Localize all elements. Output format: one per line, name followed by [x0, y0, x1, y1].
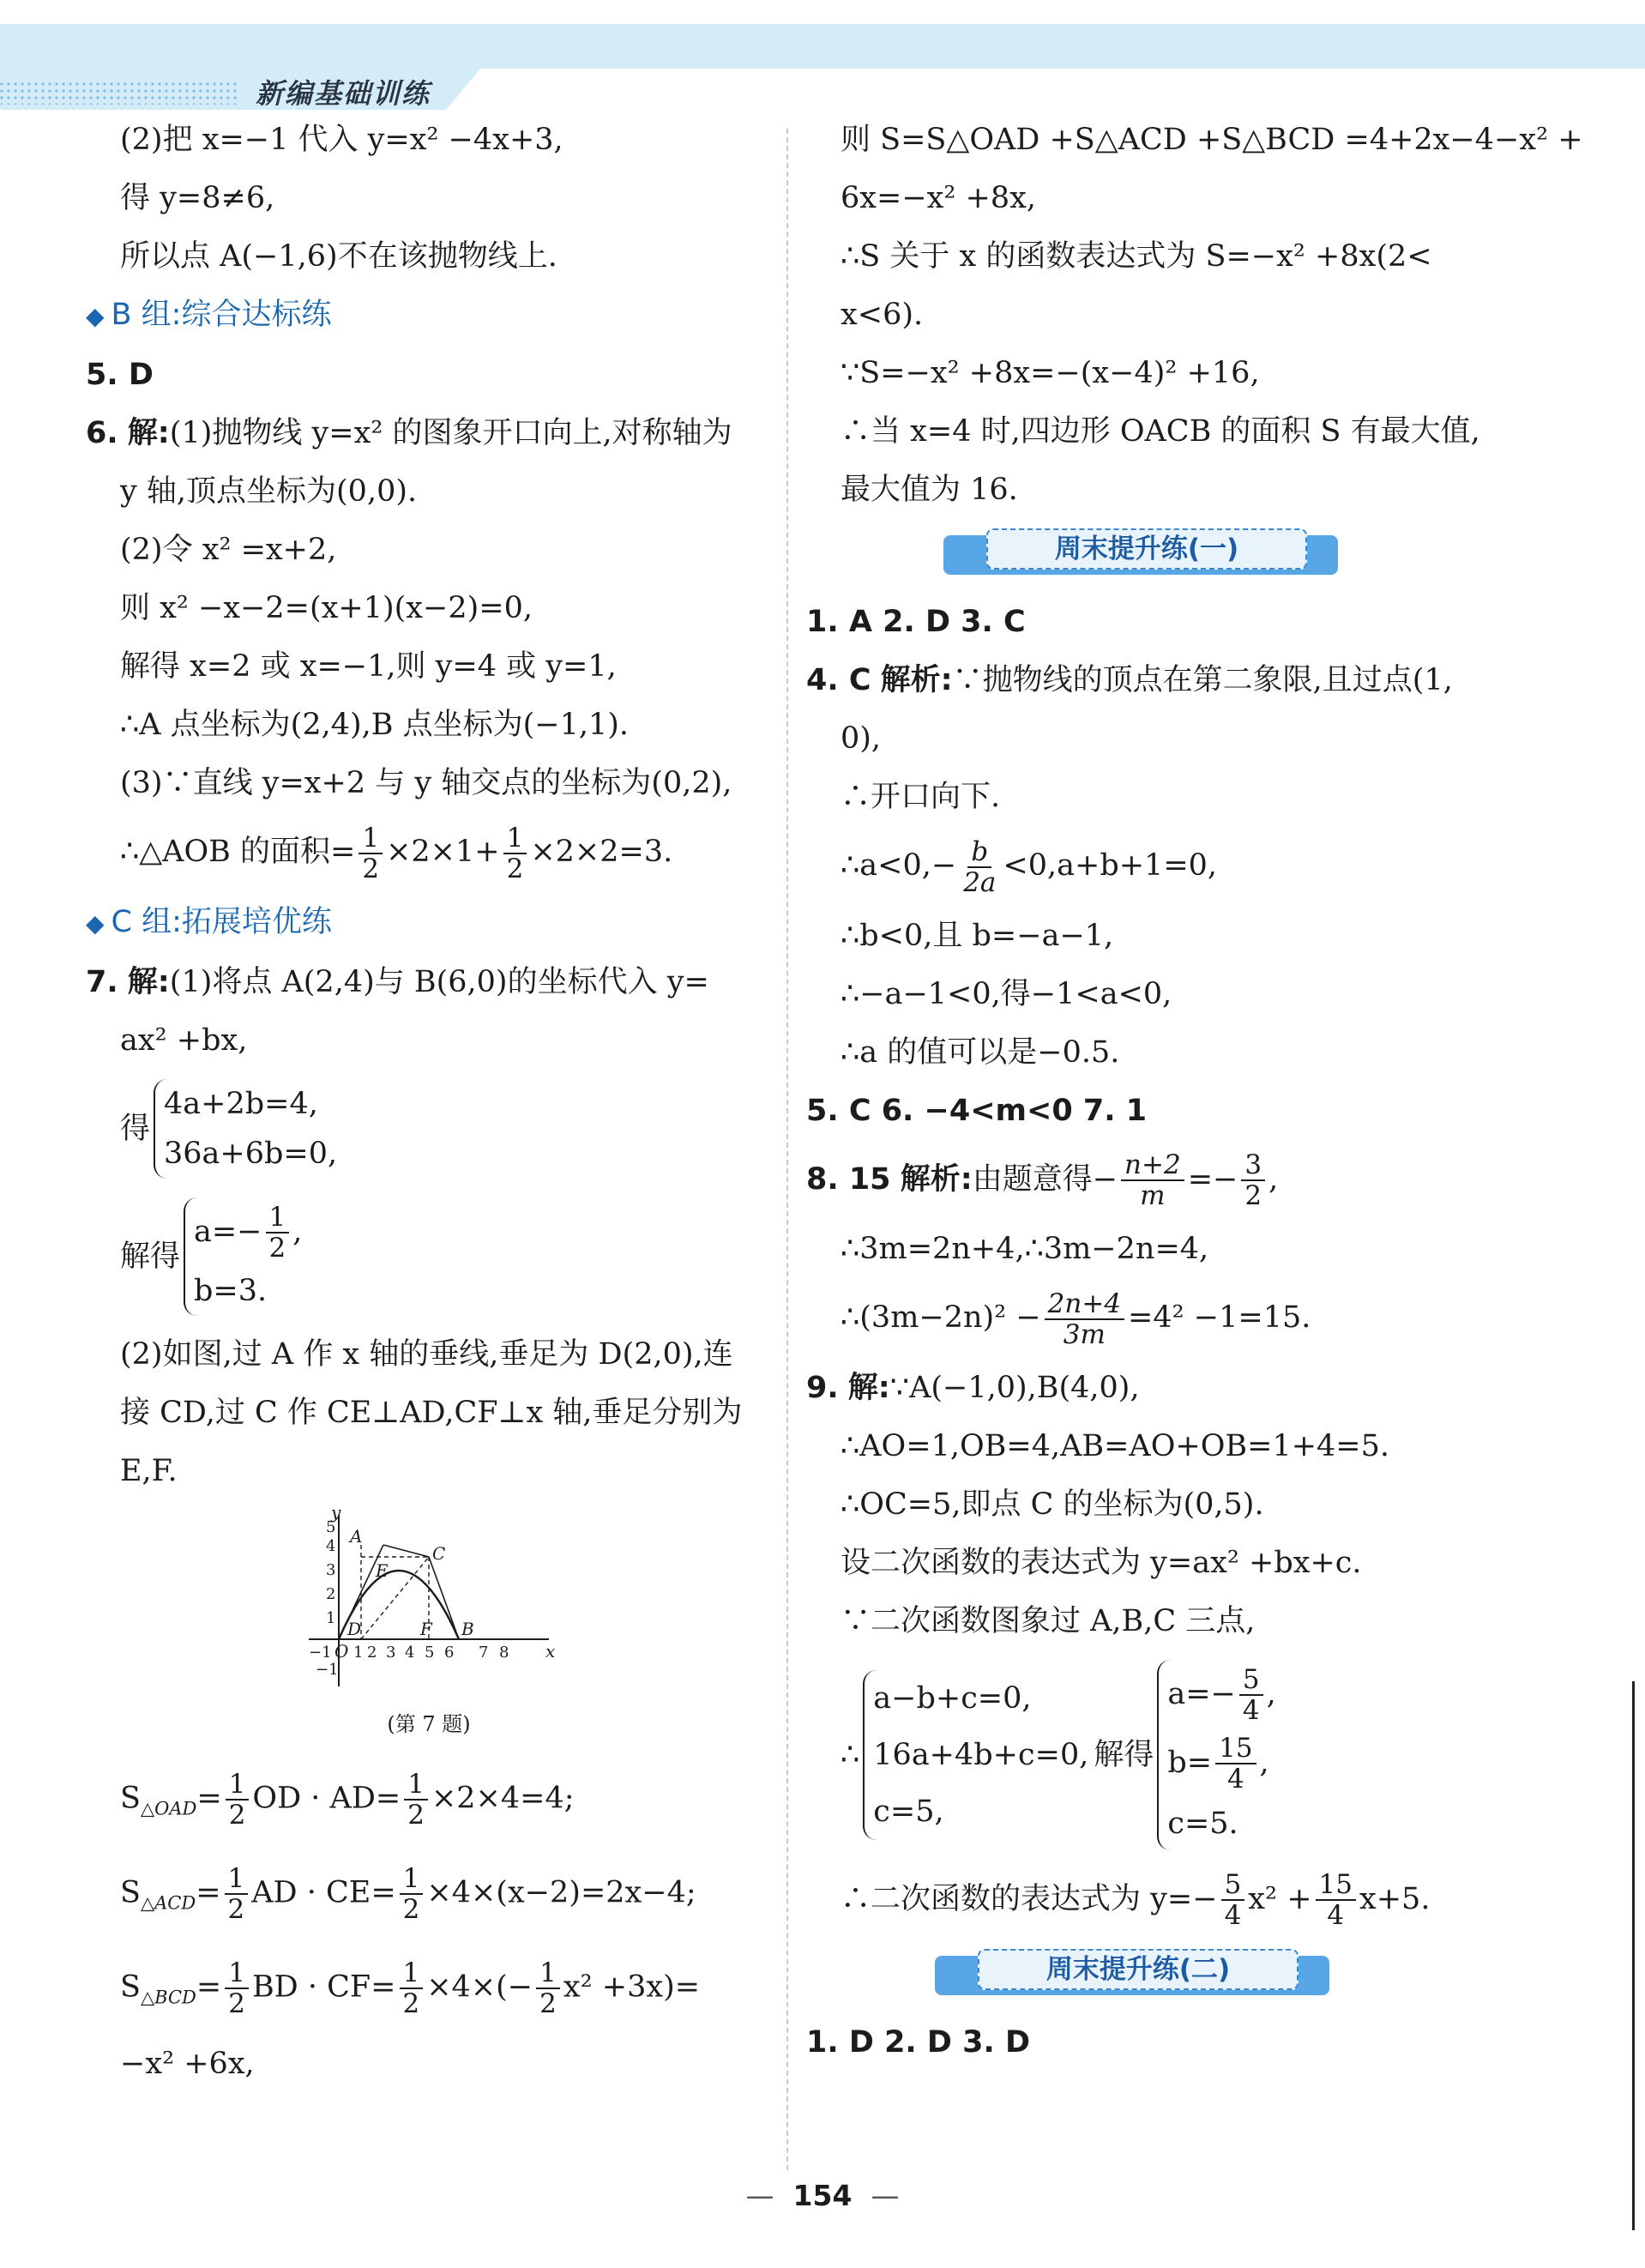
text-line: 最大值为 16. — [841, 473, 1018, 507]
text-line: 解得 x=2 或 x=−1,则 y=4 或 y=1, — [120, 649, 617, 684]
question-8: 8. 15 解析:由题意得− $\frac{n+2}{m}$ =− $\frac{3}{2}$ , — [806, 1149, 1279, 1211]
answer-5: 5. D — [86, 358, 154, 392]
tick-label: −1 — [309, 1643, 332, 1662]
header-banner — [0, 0, 1645, 110]
text-line: ∴当 x=4 时,四边形 OACB 的面积 S 有最大值, — [841, 414, 1480, 449]
tick-label: 2 — [367, 1643, 377, 1662]
text-line: 设二次函数的表达式为 y=ax² +bx+c. — [841, 1545, 1362, 1580]
tick-label: 5 — [425, 1643, 435, 1662]
text-line: ∴3m=2n+4,∴3m−2n=4, — [841, 1232, 1209, 1266]
question-7: 7. 解:(1)将点 A(2,4)与 B(6,0)的坐标代入 y= — [86, 964, 709, 999]
text-line: ∴−a−1<0,得−1<a<0, — [841, 976, 1172, 1011]
text-line: ∴OC=5,即点 C 的坐标为(0,5). — [841, 1487, 1264, 1522]
tick-label: 7 — [479, 1643, 489, 1662]
tick-label: 6 — [444, 1643, 455, 1662]
weekend-practice-badge-1 — [806, 528, 1492, 578]
tick-label: 1 — [326, 1608, 336, 1627]
text-line: ∴AO=1,OB=4,AB=AO+OB=1+4=5. — [841, 1428, 1390, 1463]
solution-system: 解得 a=− $\frac{1}{2}$ , b=3. — [86, 1197, 755, 1316]
tick-label: 8 — [499, 1643, 509, 1662]
equation-system: 得 4a+2b=4, 36a+6b=0, — [86, 1079, 755, 1179]
text-line: ∴b<0,且 b=−a−1, — [841, 918, 1114, 953]
tick-label: 3 — [326, 1560, 336, 1579]
right-column — [806, 120, 1583, 2081]
figure-caption: (第 7 题) — [387, 1711, 471, 1736]
text-line: −x² +6x, — [120, 2046, 255, 2081]
diamond-icon: ◆ — [86, 908, 105, 938]
segment-cb — [429, 1557, 459, 1639]
text-line: ax² +bx, — [120, 1022, 248, 1058]
text-line: 则 x² −x−2=(x+1)(x−2)=0, — [120, 591, 533, 625]
text-line: ∵二次函数图象过 A,B,C 三点, — [841, 1603, 1256, 1638]
tick-label: 2 — [326, 1584, 336, 1603]
text-line: E,F. — [120, 1453, 178, 1488]
badge-title: 周末提升练(一) — [986, 528, 1307, 570]
equation-line: ∴(3m−2n)² − $\frac{2n+4}{3m}$ =4² −1=15. — [841, 1288, 1311, 1350]
page-edge-line — [1632, 1681, 1635, 2230]
tick-label: 5 — [326, 1517, 336, 1536]
tick-label: −1 — [316, 1660, 339, 1679]
text-line: 所以点 A(−1,6)不在该抛物线上. — [120, 239, 557, 274]
origin-label: O — [334, 1640, 349, 1662]
page-number: — 154 — — [745, 2179, 900, 2212]
text-line: ∴A 点坐标为(2,4),B 点坐标为(−1,1). — [120, 708, 630, 742]
point-label: F — [420, 1618, 432, 1639]
point-label: A — [350, 1525, 363, 1547]
point-label: B — [461, 1618, 474, 1639]
diamond-icon: ◆ — [86, 302, 105, 330]
badge-title: 周末提升练(二) — [978, 1949, 1299, 1990]
answers-1-3: 1. A 2. D 3. C — [806, 605, 1026, 639]
area-formula: ∴△AOB 的面积= $\frac{1}{2}$ ×2×1+ $\frac{1}{2}$ ×2×2=3. — [120, 822, 673, 884]
text-line: 则 S=S△OAD +S△ACD +S△BCD =4+2x−4−x² + — [841, 123, 1583, 157]
text-line: 接 CD,过 C 作 CE⊥AD,CF⊥x 轴,垂足分别为 — [120, 1395, 743, 1430]
point-label: C — [432, 1542, 446, 1564]
text-line: y 轴,顶点坐标为(0,0). — [120, 474, 418, 509]
tick-label: 4 — [326, 1536, 336, 1555]
area-oad: $S_{\triangle OAD}=$ $\frac{1}{2}$ OD · AD= $\frac{1}{2}$ ×2×4=4; — [120, 1768, 575, 1831]
page-header — [0, 0, 1645, 110]
text-line: ∵S=−x² +8x=−(x−4)² +16, — [841, 356, 1260, 390]
text-line: ∴a 的值可以是−0.5. — [841, 1034, 1120, 1070]
question-4: 4. C 解析:∵抛物线的顶点在第二象限,且过点(1, — [806, 663, 1453, 697]
brand-title: 新编基础训练 — [256, 77, 431, 110]
weekend-practice-badge-2 — [806, 1949, 1492, 1999]
text-line: ∴S 关于 x 的函数表达式为 S=−x² +8x(2< — [841, 239, 1432, 274]
tick-label: 4 — [405, 1643, 415, 1662]
text-line: ∴开口向下. — [841, 780, 1001, 814]
section-heading-c: ◆ C 组:拓展培优练 — [86, 904, 332, 939]
text-line: 0), — [841, 721, 882, 756]
column-divider — [786, 129, 788, 2170]
question-9: 9. 解:∵A(−1,0),B(4,0), — [806, 1370, 1140, 1405]
tick-label: 3 — [386, 1643, 396, 1662]
x-axis-label: x — [545, 1640, 556, 1662]
left-column — [86, 120, 755, 2102]
area-bcd: $S_{\triangle BCD}=$ $\frac{1}{2}$ BD · CF= $\frac{1}{2}$ ×4×(− $\frac{1}{2}$ x² +3x)= — [120, 1957, 701, 2019]
question-6: 6. 解:(1)抛物线 y=x² 的图象开口向上,对称轴为 — [86, 416, 732, 450]
area-acd: $S_{\triangle ACD}=$ $\frac{1}{2}$ AD · CE= $\frac{1}{2}$ ×4×(x−2)=2x−4; — [120, 1862, 696, 1925]
text-line: 6x=−x² +8x, — [841, 181, 1037, 215]
tick-label: 1 — [353, 1643, 364, 1662]
point-label: E — [376, 1559, 389, 1581]
equation-system-9: ∴ a−b+c=0, 16a+4b+c=0, c=5, 解得 a=− $\frac{5}{4}$ , b= $\frac{15}{4}$ , c=5. — [806, 1660, 1492, 1850]
text-line: (2)令 x² =x+2, — [120, 533, 337, 567]
inequality-line: ∴a<0,− $\frac{b}{2a}$ <0,a+b+1=0, — [841, 835, 1218, 898]
answers-5-7: 5. C 6. −4<m<0 7. 1 — [806, 1093, 1148, 1128]
text-line: x<6). — [841, 298, 924, 332]
parabola-figure — [300, 1506, 557, 1695]
text-line: (2)把 x=−1 代入 y=x² −4x+3, — [120, 123, 563, 157]
answers-1-3-part2: 1. D 2. D 3. D — [806, 2025, 1031, 2060]
point-label: D — [347, 1618, 362, 1639]
final-expression: ∴二次函数的表达式为 y=− $\frac{5}{4}$ x² + $\frac{15}{4}$ x+5. — [841, 1869, 1431, 1931]
section-heading-b: ◆ B 组:综合达标练 — [86, 298, 332, 332]
figure-q7 — [300, 1506, 557, 1698]
text-line: (2)如图,过 A 作 x 轴的垂线,垂足为 D(2,0),连 — [120, 1336, 733, 1372]
segment-ac — [383, 1545, 429, 1557]
y-axis-label: y — [331, 1505, 341, 1523]
text-line: (3)∵直线 y=x+2 与 y 轴交点的坐标为(0,2), — [120, 766, 732, 800]
text-line: 得 y=8≠6, — [120, 181, 275, 215]
